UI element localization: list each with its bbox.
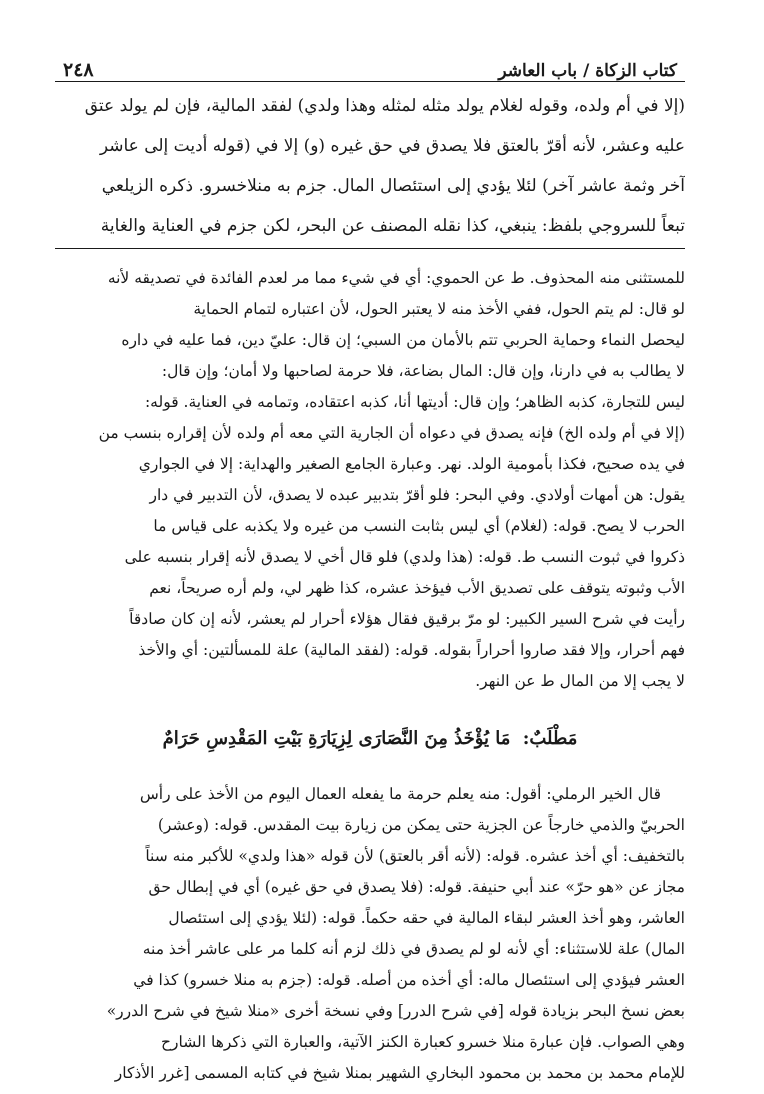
commentary-line: في يده صحيح، فكذا بأمومية الولد. نهر. وعبارة الجامع الصغير والهداية: إلا في الجواري	[138, 455, 685, 473]
main-text-line: (إلا في أم ولده، وقوله لغلام يولد مثله لمثله وهذا ولدي) لفقد المالية، فإن لم يولد عتق	[84, 96, 685, 116]
commentary-line: فهم أحرار، وإلا فقد صاروا أحراراً بقوله. قوله: (لفقد المالية) علة للمسألتين: أي والأخذ	[138, 641, 685, 659]
commentary-line: العشر فيؤدي إلى استئصال ماله: أي أخذه من أصله. قوله: (جزم به منلا خسرو) كذا في	[133, 971, 685, 989]
commentary-line: للإمام محمد بن محمد بن محمود البخاري الشهير بمنلا شيخ في كتابه المسمى [غرر الأذكار	[114, 1064, 685, 1082]
commentary-section	[55, 263, 685, 697]
running-header	[55, 55, 685, 82]
heading-label: مَطْلَبٌ:	[522, 728, 578, 749]
commentary-section	[55, 779, 685, 1089]
commentary-line: العاشر، وهو أخذ العشر لبقاء المالية في حقه حكماً. قوله: (لئلا يؤدي إلى استئصال	[168, 909, 685, 927]
page-number: ٢٤٨	[63, 59, 94, 81]
commentary-block	[55, 263, 685, 1089]
commentary-line: قال الخير الرملي: أقول: منه يعلم حرمة ما يفعله العمال اليوم من الأخذ على رأس	[139, 785, 661, 803]
heading-text: مَا يُؤْخَذُ مِنَ النَّصَارَى لِزِيَارَةِ بَيْتِ المَقْدِسِ حَرَامٌ	[162, 728, 511, 749]
commentary-line: لا يجب إلا من المال ط عن النهر.	[475, 672, 685, 690]
commentary-line: وهي الصواب. فإن عبارة منلا خسرو كعبارة الكنز الآتية، والعبارة التي ذكرها الشارح	[160, 1033, 685, 1051]
commentary-line: (إلا في أم ولده الخ) فإنه يصدق في دعواه أن الجارية التي معه أم ولده لأن إقراره بنسب من	[98, 424, 685, 442]
main-text-line: آخر وثمة عاشر آخر) لئلا يؤدي إلى استئصال المال. جزم به منلاخسرو. ذكره الزيلعي	[101, 176, 685, 196]
section-heading	[55, 719, 685, 759]
commentary-line: الأب وثبوته يتوقف على تصديق الأب فيؤخذ عشره، كذا ظهر لي، ولم أره صريحاً، نعم	[149, 579, 685, 597]
commentary-line: المال) علة للاستثناء: أي لأنه لو لم يصدق في ذلك لزم أنه كلما مر على عاشر أخذ منه	[142, 940, 685, 958]
commentary-line: لا يطالب به في دارنا، وإن قال: المال بضاعة، فلا حرمة لصاحبها ولا أمان؛ وإن قال:	[161, 362, 685, 380]
commentary-line: ليس للتجارة، كذبه الظاهر؛ وإن قال: أديتها أنا، كذبه اعتقاده، وتمامه في العناية. قوله:	[144, 393, 685, 411]
commentary-line: يقول: هن أمهات أولادي. وفي البحر: فلو أقرّ بتدبير عبده لا يصدق، لأن التدبير في دار	[149, 486, 685, 504]
commentary-line: بعض نسخ البحر بزيادة قوله [في شرح الدرر] وفي نسخة أخرى «منلا شيخ في شرح الدرر»	[106, 1002, 685, 1020]
commentary-line: بالتخفيف: أي أخذ عشره. قوله: (لأنه أقر بالعتق) لأن قوله «هذا ولدي» للأكبر منه سناً	[145, 847, 685, 865]
commentary-line: رأيت في شرح السير الكبير: لو مرّ برقيق فقال هؤلاء أحرار لم يعشر، لأنه إن كان صادقاً	[129, 610, 685, 628]
main-text-line: تبعاً للسروجي بلفظ: ينبغي، كذا نقله المصنف عن البحر، لكن جزم في العناية والغاية	[55, 206, 685, 249]
commentary-line: الحربيّ والذمي خارجاً عن الجزية حتى يمكن من زيارة بيت المقدس. قوله: (وعشر)	[157, 816, 685, 834]
commentary-line: للمستثنى منه المحذوف. ط عن الحموي: أي في شيء مما مر لعدم الفائدة في تصديقه لأنه	[107, 269, 685, 287]
commentary-line: ذكروا في ثبوت النسب ط. قوله: (هذا ولدي) فلو قال أخي لا يصدق لأنه إقرار بنسبه على	[124, 548, 685, 566]
commentary-line: ليحصل النماء وحماية الحربي تتم بالأمان من السبي؛ إن قال: عليّ دين، فما عليه في داره	[121, 331, 685, 349]
commentary-line: مجاز عن «هو حرّ» عند أبي حنيفة. قوله: (فلا يصدق في حق غيره) أي في إبطال حق	[148, 878, 685, 896]
book-page	[55, 55, 685, 1089]
commentary-line: الحرب لا يصح. قوله: (لغلام) أي ليس بثابت النسب من غيره ولا يكذبه على قياس ما	[153, 517, 685, 535]
commentary-line: لو قال: لم يتم الحول، ففي الأخذ منه لا يعتبر الحول، لأن اعتباره لتمام الحماية	[193, 300, 685, 318]
chapter-title: كتاب الزكاة / باب العاشر	[498, 61, 677, 81]
main-text-block	[55, 86, 685, 249]
main-text-line: عليه وعشر، لأنه أقرّ بالعتق فلا يصدق في حق غيره (و) إلا في (قوله أديت إلى عاشر	[99, 136, 685, 156]
